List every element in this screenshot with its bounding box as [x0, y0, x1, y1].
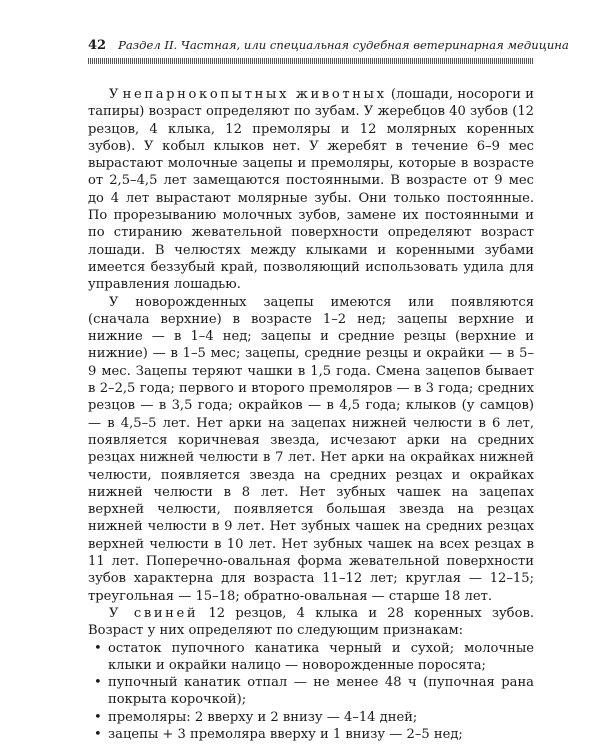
list-item: • остаток пупочного канатика черный и сухой; молочные клыки и окрайки налицо — новорожденные поросята; — [88, 640, 534, 675]
body-text — [88, 86, 534, 743]
pig-age-signs-list — [88, 640, 534, 744]
paragraph-pigs: У свиней 12 резцов, 4 клыка и 28 коренных зубов. Возраст у них определяют по следующим признакам: — [88, 605, 534, 639]
paragraph-pigs-text: 12 резцов, 4 клыка и 28 коренных зубов. Возраст у них определяют по следующим признакам: — [88, 605, 534, 639]
header-rule — [88, 58, 534, 64]
book-page — [88, 38, 569, 743]
spaced-term-pigs: свиней — [133, 605, 199, 621]
paragraph-foals: У новорожденных зацепы имеются или появляются (сначала верхние) в возрасте 1–2 нед; зацепы верхние и нижние — в 1–4 нед; зацепы и средние резцы (верхние и нижние) — в 1–5 мес; зацепы, средние резцы и окрайки — в 5–9 мес. Зацепы теряют чашки в 1,5 года. Смена зацепов бывает в 2–2,5 года; первого и второго премоляров — в 3 года; средних резцов — в 3,5 года; окрайков — в 4,5 года; клыков (у самцов) — в 4,5–5 лет. Нет арки на зацепах нижней челюсти в 6 лет, появляется коричневая звезда, исчезают арки на средних резцах нижней челюсти в 7 лет. Нет арки на окрайках нижней челюсти, появляется звезда на средних резцах и окрайках нижней челюсти в 8 лет. Нет зубных чашек на зацепах верхней челюсти, появляется большая звезда на резцах нижней челюсти в 9 лет. Нет зубных чашек на средних резцах верхней челюсти в 10 лет. Нет зубных чашек на всех резцах в 11 лет. Поперечно-овальная форма жевательной поверхности зубов характерна для возраста 11–12 лет; круглая — 12–15; треугольная — 15–18; обратно-овальная — старше 18 лет. — [88, 294, 534, 604]
page-header — [88, 38, 569, 53]
paragraph-horses: У непарнокопытных животных (лошади, носороги и тапиры) возраст определяют по зубам. У жеребцов 40 зубов (12 резцов, 4 клыка, 12 премоляры и 12 молярных коренных зубов). У кобыл клыков нет. У жеребят в течение 6–9 мес вырастают молочные зацепы и премоляры, которые в возрасте от 2,5–4,5 лет замещаются постоянными. В возрасте от 9 мес до 4 лет вырастают молярные зубы. Они только постоянные. По прорезыванию молочных зубов, замене их постоянными и по стиранию жевательной поверхности определяют возраст лошади. В челюстях между клыками и коренными зубами имеется беззубый край, позволяющий использовать удила для управления лошадью. — [88, 87, 535, 293]
list-item: • зацепы + 3 премоляра вверху и 1 внизу — 2–5 нед; — [88, 726, 534, 743]
list-item: • пупочный канатик отпал — не менее 48 ч (пупочная рана покрыта корочкой); — [88, 674, 534, 709]
running-title: Раздел II. Частная, или специальная судебная ветеринарная медицина — [118, 38, 569, 52]
list-item: • премоляры: 2 вверху и 2 внизу — 4–14 дней; — [88, 709, 534, 726]
spaced-term-odd-toed: непарнокопытных животных — [122, 87, 387, 102]
paragraph-horses-text: (лошади, носороги и тапиры) возраст определяют по зубам. У жеребцов 40 зубов (12 резцов, 4 клыка, 12 премоляры и 12 молярных коренных зубов). У кобыл клыков нет. У жеребят в течение 6–9 мес вырастают молочные зацепы и премоляры, которые в возрасте от 2,5–4,5 лет замещаются постоянными. В возрасте от 9 мес до 4 лет вырастают молярные зубы. Они только постоянные. По прорезыванию молочных зубов, замене их постоянными и по стиранию жевательной поверхности определяют возраст лошади. В челюстях между клыками и коренными зубами имеется беззубый край, позволяющий использовать удила для управления лошадью. — [88, 87, 535, 293]
page-number: 42 — [88, 38, 107, 53]
